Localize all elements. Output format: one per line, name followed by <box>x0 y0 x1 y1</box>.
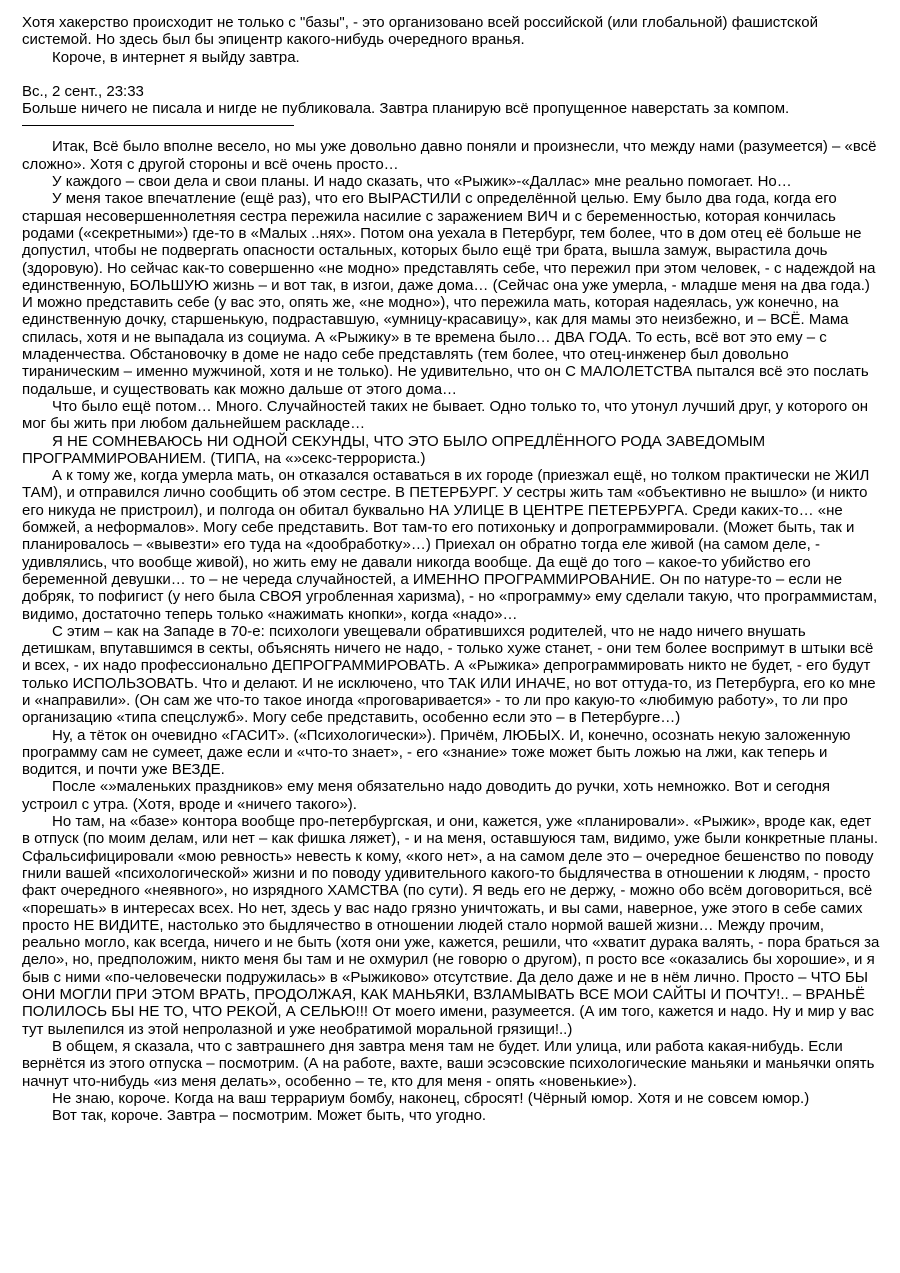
body-paragraph: А к тому же, когда умерла мать, он отказался оставаться в их городе (приезжал ещё, но толком практически не ЖИЛ ТАМ), и отправился лично сообщить об этом сестре. В ПЕТЕРБУРГ. У сестры жить там «объективно не вышло» (и никто его никуда не пристроил), и полгода он обитал буквально НА УЛИЦЕ В ЦЕНТРЕ ПЕТЕРБУРГА. Среди каких-то… «не бомжей, а неформалов». Могу себе представить. Вот там-то его потихоньку и допрограммировали. (Может быть, так и планировалось – «вывезти» его туда на «дообработку»…) Приехал он обратно тогда еле живой (на самом деле, - удивлялись, что вообще живой), но жить ему не давали никогда вообще. Да ещё до того – какое-то убийство его беременной девушки… то – не череда случайностей, а ИМЕННО ПРОГРАММИРОВАНИЕ. Он по натуре-то – если не добряк, то пофигист (у него была СВОЯ угробленная харизма), - но «программу» ему сделали такую, что программистам, видимо, достаточно теперь только «нажимать кнопки», когда «надо»… <box>22 467 878 623</box>
body-paragraph: С этим – как на Западе в 70-е: психологи увещевали обратившихся родителей, что не надо ничего внушать детишкам, впутавшимся в секты, объяснять ничего не надо, - только хуже станет, - они тем более воспримут в штыки всё и всех, - их надо профессионально ДЕПРОГРАММИРОВАТЬ. А «Рыжика» депрограммировать никто не будет, - его будут только ИСПОЛЬЗОВАТЬ. Что и делают. И не исключено, что ТАК ИЛИ ИНАЧЕ, но вот оттуда-то, из Петербурга, его ко мне и «направили». (Он сам же что-то такое иногда «проговаривается» - то ли про какую-то «любимую работу», то ли про организацию «типа спецслужб». Могу себе представить, особенно если это – в Петербурге…) <box>22 622 876 727</box>
body-paragraph: Вот так, короче. Завтра – посмотрим. Может быть, что угодно. <box>52 1107 487 1125</box>
intro-paragraph: Короче, в интернет я выйду завтра. <box>52 48 300 66</box>
body-paragraph: Я НЕ СОМНЕВАЮСЬ НИ ОДНОЙ СЕКУНДЫ, ЧТО ЭТО БЫЛО ОПРЕДЛЁННОГО РОДА ЗАВЕДОМЫМ ПРОГРАММИРОВАНИЕМ. (ТИПА, на «»секс-террориста.) <box>22 432 766 467</box>
body-paragraph: Что было ещё потом… Много. Случайностей таких не бывает. Одно только то, что утонул лучший друг, у которого он мог бы жить при любом дальнейшем раскладе… <box>22 397 869 433</box>
body-paragraph: В общем, я сказала, что с завтрашнего дня завтра меня там не будет. Или улица, или работа какая-нибудь. Если вернётся из этого отпуска – посмотрим. (А на работе, вахте, ваши эсэсовские психологические маньяки и маньячки опять начнут что-нибудь «из меня делать», особенно – те, кто для меня - опять «новенькие»). <box>22 1037 875 1090</box>
document-page <box>22 14 880 1124</box>
body-paragraph: Итак, Всё было вполне весело, но мы уже довольно давно поняли и произнесли, что между нами (разумеется) – «всё сложно». Хотя с другой стороны и всё очень просто… <box>22 138 877 173</box>
body-paragraph: После «»маленьких праздников» ему меня обязательно надо доводить до ручки, хоть немножко. Вот и сегодня устроил с утра. (Хотя, вроде и «ничего такого»). <box>22 778 831 813</box>
intro-paragraph: Хотя хакерство происходит не только с "базы", - это организовано всей российской (или глобальной) фашистской системой. Но здесь был бы эпицентр какого-нибудь очередного вранья. <box>22 14 818 49</box>
body-paragraph: Не знаю, короче. Когда на ваш террариум бомбу, наконец, сбросят! (Чёрный юмор. Хотя и не совсем юмор.) <box>52 1089 810 1107</box>
spacer <box>22 66 880 83</box>
body-paragraph: Но там, на «базе» контора вообще про-петербургская, и они, кажется, уже «планировали». «Рыжик», вроде как, едет в отпуск (по моим делам, или нет – как фишка ляжет), - и на меня, оставшуюся там, видимо, уже были конкретные планы. Сфальсифицировали «мою ревность» невесть к кому, «кого нет», а на самом деле это – очередное бешенство по поводу гнили вашей «психологической» жизни и по поводу удивительного какого-то быдлячества в отношении к людям, - просто факт очередного «неявного», но изрядного ХАМСТВА (по сути). Я ведь его не держу, - можно обо всём договориться, всё «порешать» в интересах всех. Но нет, здесь у вас надо грязно уничтожать, и вы сами, наверное, уже этого в себе самих просто НЕ ВИДИТЕ, настолько это быдлячество в отношении людей стало нормой вашей жизни… Между прочим, реально могло, как всегда, ничего и не быть (хотя они уже, кажется, решили, что «хватит дурака валять, - пора браться за дело», но, предположим, никто меня бы там и не охмурил (не говорю о другом), п росто все «оказались бы хорошие», и я быв с ними «по-человечески подружилась» в «Рыжиково» отсутствие. Да дело даже и не в нём лично. Просто – ЧТО БЫ ОНИ МОГЛИ ПРИ ЭТОМ ВРАТЬ, ПРОДОЛЖАЯ, КАК МАНЬЯКИ, ВЗЛАМЫВАТЬ ВСЕ МОИ САЙТЫ И ПОЧТУ!.. – ВРАНЬЁ ПОЛИЛОСЬ БЫ НЕ ТО, ЧТО РЕКОЙ, А СЕЛЬЮ!!! От моего имени, разумеется. (А им того, кажется и надо. Ну и мир у вас тут вылепился из этой непролазной и уже необратимой моральной грязищи!..) <box>22 813 880 1038</box>
body-paragraph: У меня такое впечатление (ещё раз), что его ВЫРАСТИЛИ с определённой целью. Ему было два года, когда его старшая несовершеннолетняя сестра пережила насилие с заражением ВИЧ и с беременностью, которая кончилась родами («секретными») где-то в «Малых ..нях». Потом она уехала в Петербург, тем более, что в дом отец её больше не допустил, чтобы не подвергать опасности остальных, которых было ещё три брата, вышла замуж, вырастила дочь (здоровую). Но сейчас как-то совершенно «не модно» представлять себе, что пережил при этом человек, - с надеждой на единственную, БОЛЬШУЮ жизнь – и вот так, в изгои, даже дома… (Сейчас она уже умерла, - младше меня на два года.) И можно представить себе (у вас это, опять же, «не модно»), что пережила мать, которая надеялась, уж конечно, на единственную дочку, старшенькую, подраставшую, «умницу-красавицу», как для мамы это неизбежно, и – ВСЁ. Мама спилась, хотя и не выпадала из социума. А «Рыжику» в те времена было… ДВА ГОДА. То есть, всё вот это ему – с младенчества. Обстановочку в доме не надо себе представлять (тем более, что отец-инженер был довольно тираническим – именно мужчиной, хотя и не только). Не удивительно, что он С МАЛОЛЕТСТВА пытался всё это послать подальше, и существовать как можно дальше от этого дома… <box>22 190 876 398</box>
body-paragraph: У каждого – свои дела и свои планы. И надо сказать, что «Рыжик»-«Даллас» мне реально помогает. Но… <box>52 173 792 191</box>
entry-date: Вс., 2 сент., 23:33 <box>22 82 144 100</box>
separator-line <box>22 125 294 126</box>
body-paragraph: Ну, а тёток он очевидно «ГАСИТ». («Психологически»). Причём, ЛЮБЫХ. И, конечно, осознать некую заложенную программу сам не сумеет, даже если и «что-то знает», - его «знание» тоже может быть ложью на лжи, как теперь и водится, и почти уже ВЕЗДЕ. <box>22 726 851 779</box>
entry-note: Больше ничего не писала и нигде не публиковала. Завтра планирую всё пропущенное наверстать за компом. <box>22 100 790 118</box>
